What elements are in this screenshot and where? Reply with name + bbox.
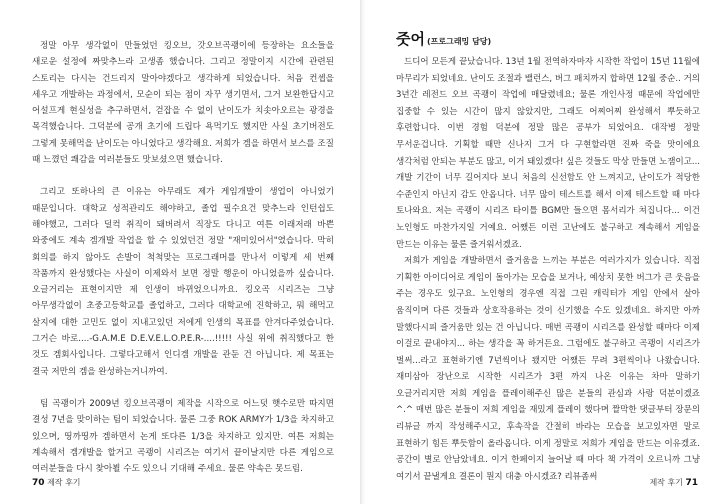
left-footer-section: 제작 후기 — [47, 478, 81, 487]
right-page-number: 71 — [685, 478, 698, 488]
author-name: 줏어 — [396, 30, 425, 48]
author-role: (프로그래밍 담당) — [426, 37, 492, 46]
right-page — [366, 0, 720, 504]
left-paragraph-1: 정말 아무 생각없이 만들었던 킹오브, 갓오브곡괭이에 등장하는 요소들을 새로운 설정에 짜맞추느라 고생좀 했습니다. 그리고 정말이지 시간에 관련된 스토리는 다시는 건드리지 말아야겠다고 생각하게 되었습니다. 처음 컨셉을 세우고 개발하는 과정에서, 모순이 되는 점이 자꾸 생기면서, 그거 보완한답시고 어설프게 현실성을 추구하면서, 걷잡을 수 없이 난이도가 치솟아오르는 광경을 목격했습니다. 그덕분에 공개 초기에 드립다 욕먹기도 했지만 사실 초기버전도 그렇게 못해먹을 난이도는 아니었다고 생각해요. 저희가 겜을 하면서 보스를 조질 때 느꼈던 쾌감을 여러분들도 맛보셨으면 했습니다. — [32, 41, 334, 166]
left-page-number: 70 — [32, 478, 45, 488]
left-paragraph-2: 그리고 또하나의 큰 이유는 아무래도 제가 게임개발이 생업이 아니었기 때문입니다. 대학교 성적관리도 해야하고, 졸업 필수요건 맞추느라 인턴쉽도 해야했고, 그러다 덜컥 취직이 돼버려서 직장도 다니고 여튼 이래저래 바쁜 와중에도 계속 겜개발 작업을 할 수 있었던건 정말 "재미있어서"였습니다. 막히 회의를 하지 않아도 손발이 척척맞는 프로그래머를 만나서 이렇게 세 번째 작품까지 완성했다는 사실이 이제와서 보면 정말 행운이 아니었을까 싶습니다. 오글거리는 표현이지만 제 인생이 바뀌었으니까요. 킹오곡 시리즈는 그냥 아무생각없이 초중고등학교를 졸업하고, 그러다 대학교에 진학하고, 뭐 해먹고 살지에 대한 고민도 없이 지내고있던 저에게 인생의 목표를 안겨다주었습니다. 그거슨 바로....-G.A.M.E D.E.V.E.L.O.P.E.R-....!!!!! 사실 위에 취직했다고 한 것도 겜회사입니다. 그렇다고해서 인디겜 개발을 관둔 건 아닙니다. 제 목표는 결국 저만의 겜을 완성하는거니까여. — [32, 187, 334, 377]
right-paragraph-1: 드디어 모든게 끝났습니다. 13년 1월 전역하자마자 시작한 작업이 15년 11월에 마무리가 되었네요. 난이도 조절과 밸런스, 버그 패치까지 합하면 12월 중순.. 거의 3년간 레전드 오브 곡괭이 작업에 매달렸네요; 물론 개인사정 때문에 작업에만 집중할 수 있는 시간이 많지 않았지만, 그래도 어찌어찌 완성해서 뿌듯하고 후련합니다. 이번 경험 덕분에 정말 많은 공부가 되었어요. 대작병 정말 무서운겁니다. 기획할 때만 신나지 그거 다 구현할라면 진짜 죽을 맛이에요 생각처럼 안되는 부분도 많고, 이거 돼있겠다! 싶은 것들도 막상 만들면 노잼이고... 개발 기간이 너무 길어지다 보니 처음의 신선함도 안 느껴지고, 난이도가 적당한 수준인지 아닌지 감도 안옵니다. 너무 많이 테스트를 해서 이제 테스트할 때 마다 토나와요. 저는 곡괭이 시리즈 타이틀 BGM만 들으면 몸서리가 쳐집니다... 이건 노인형도 마찬가지일 거예요. 어쨌든 이런 고난에도 불구하고 계속해서 게임을 만드는 이유는 물론 즐거워서겠죠. — [396, 57, 700, 250]
left-footer — [32, 477, 81, 488]
author-heading — [396, 28, 700, 48]
left-paragraph-3: 팀 곡괭이가 2009년 킹오브곡괭이 제작을 시작으로 어느덧 햇수로만 따지면 결성 7년을 맞이하는 팀이 되었습니다. 물론 그중 ROK ARMY가 1/3을 차지하고 있으며, 띵까띵까 겜하면서 논게 또다른 1/3을 차지하고 있지만. 여튼 저희는 계속해서 겜개발을 할거고 곡괭이 시리즈는 여기서 끝이날지만 다른 게임으로 여러분들을 다시 찾아뵐 수도 있으니 기대해 주세요. 물론 약속은 못드림. — [32, 398, 334, 475]
right-footer-section: 제작 후기 — [649, 478, 683, 487]
right-footer — [649, 477, 698, 488]
right-paragraph-2: 저희가 게임을 개발하면서 즐거움을 느끼는 부분은 여러가지가 있습니다. 직접 기획한 아이디어로 게임이 돌아가는 모습을 보거나, 예상치 못한 버그가 큰 웃음을 주는 경우도 있구요. 노인형의 경우엔 직접 그린 캐릭터가 게임 안에서 살아 움직이며 다른 것들과 상호작용하는 것이 신기했을 수도 있겠네요. 하지만 아까 말했다시피 즐거움만 있는 건 아닙니다. 매번 곡괭이 시리즈를 완성할 때마다 이제 이걸로 끝내야지... 하는 생각을 꼭 하거든요. 그럼에도 불구하고 곡괭이 시리즈가 벌써...라고 표현하기엔 7년씩이나 됐지만 어쨌든 무려 3편씩이나 나왔습니다. 재미삼아 장난으로 시작한 시리즈가 3편 까지 나온 이유는 차마 말하기 오글거리지만 저희 게임을 플레이해주신 많은 분들의 관심과 사랑 덕분이겠죠 ^.^ 매번 많은 분들이 저희 게임을 재밌게 플레이 했다며 짤막한 댓글부터 장문의 리뷰글 까지 작성해주시고, 후속작을 간절히 바라는 모습을 보고있자면 말로 표현하기 힘든 뿌듯함이 올라옵니다. 이게 정말로 저희가 게임을 만드는 이유겠죠. 공간이 별로 안남았네요. 이거 한페이지 늘어날 때 마다 책 가격이 오르니까 그냥 여기서 끝낼게요 결론이 뭔지 대충 아시겠죠? 리뷰좀써 — [396, 256, 700, 482]
